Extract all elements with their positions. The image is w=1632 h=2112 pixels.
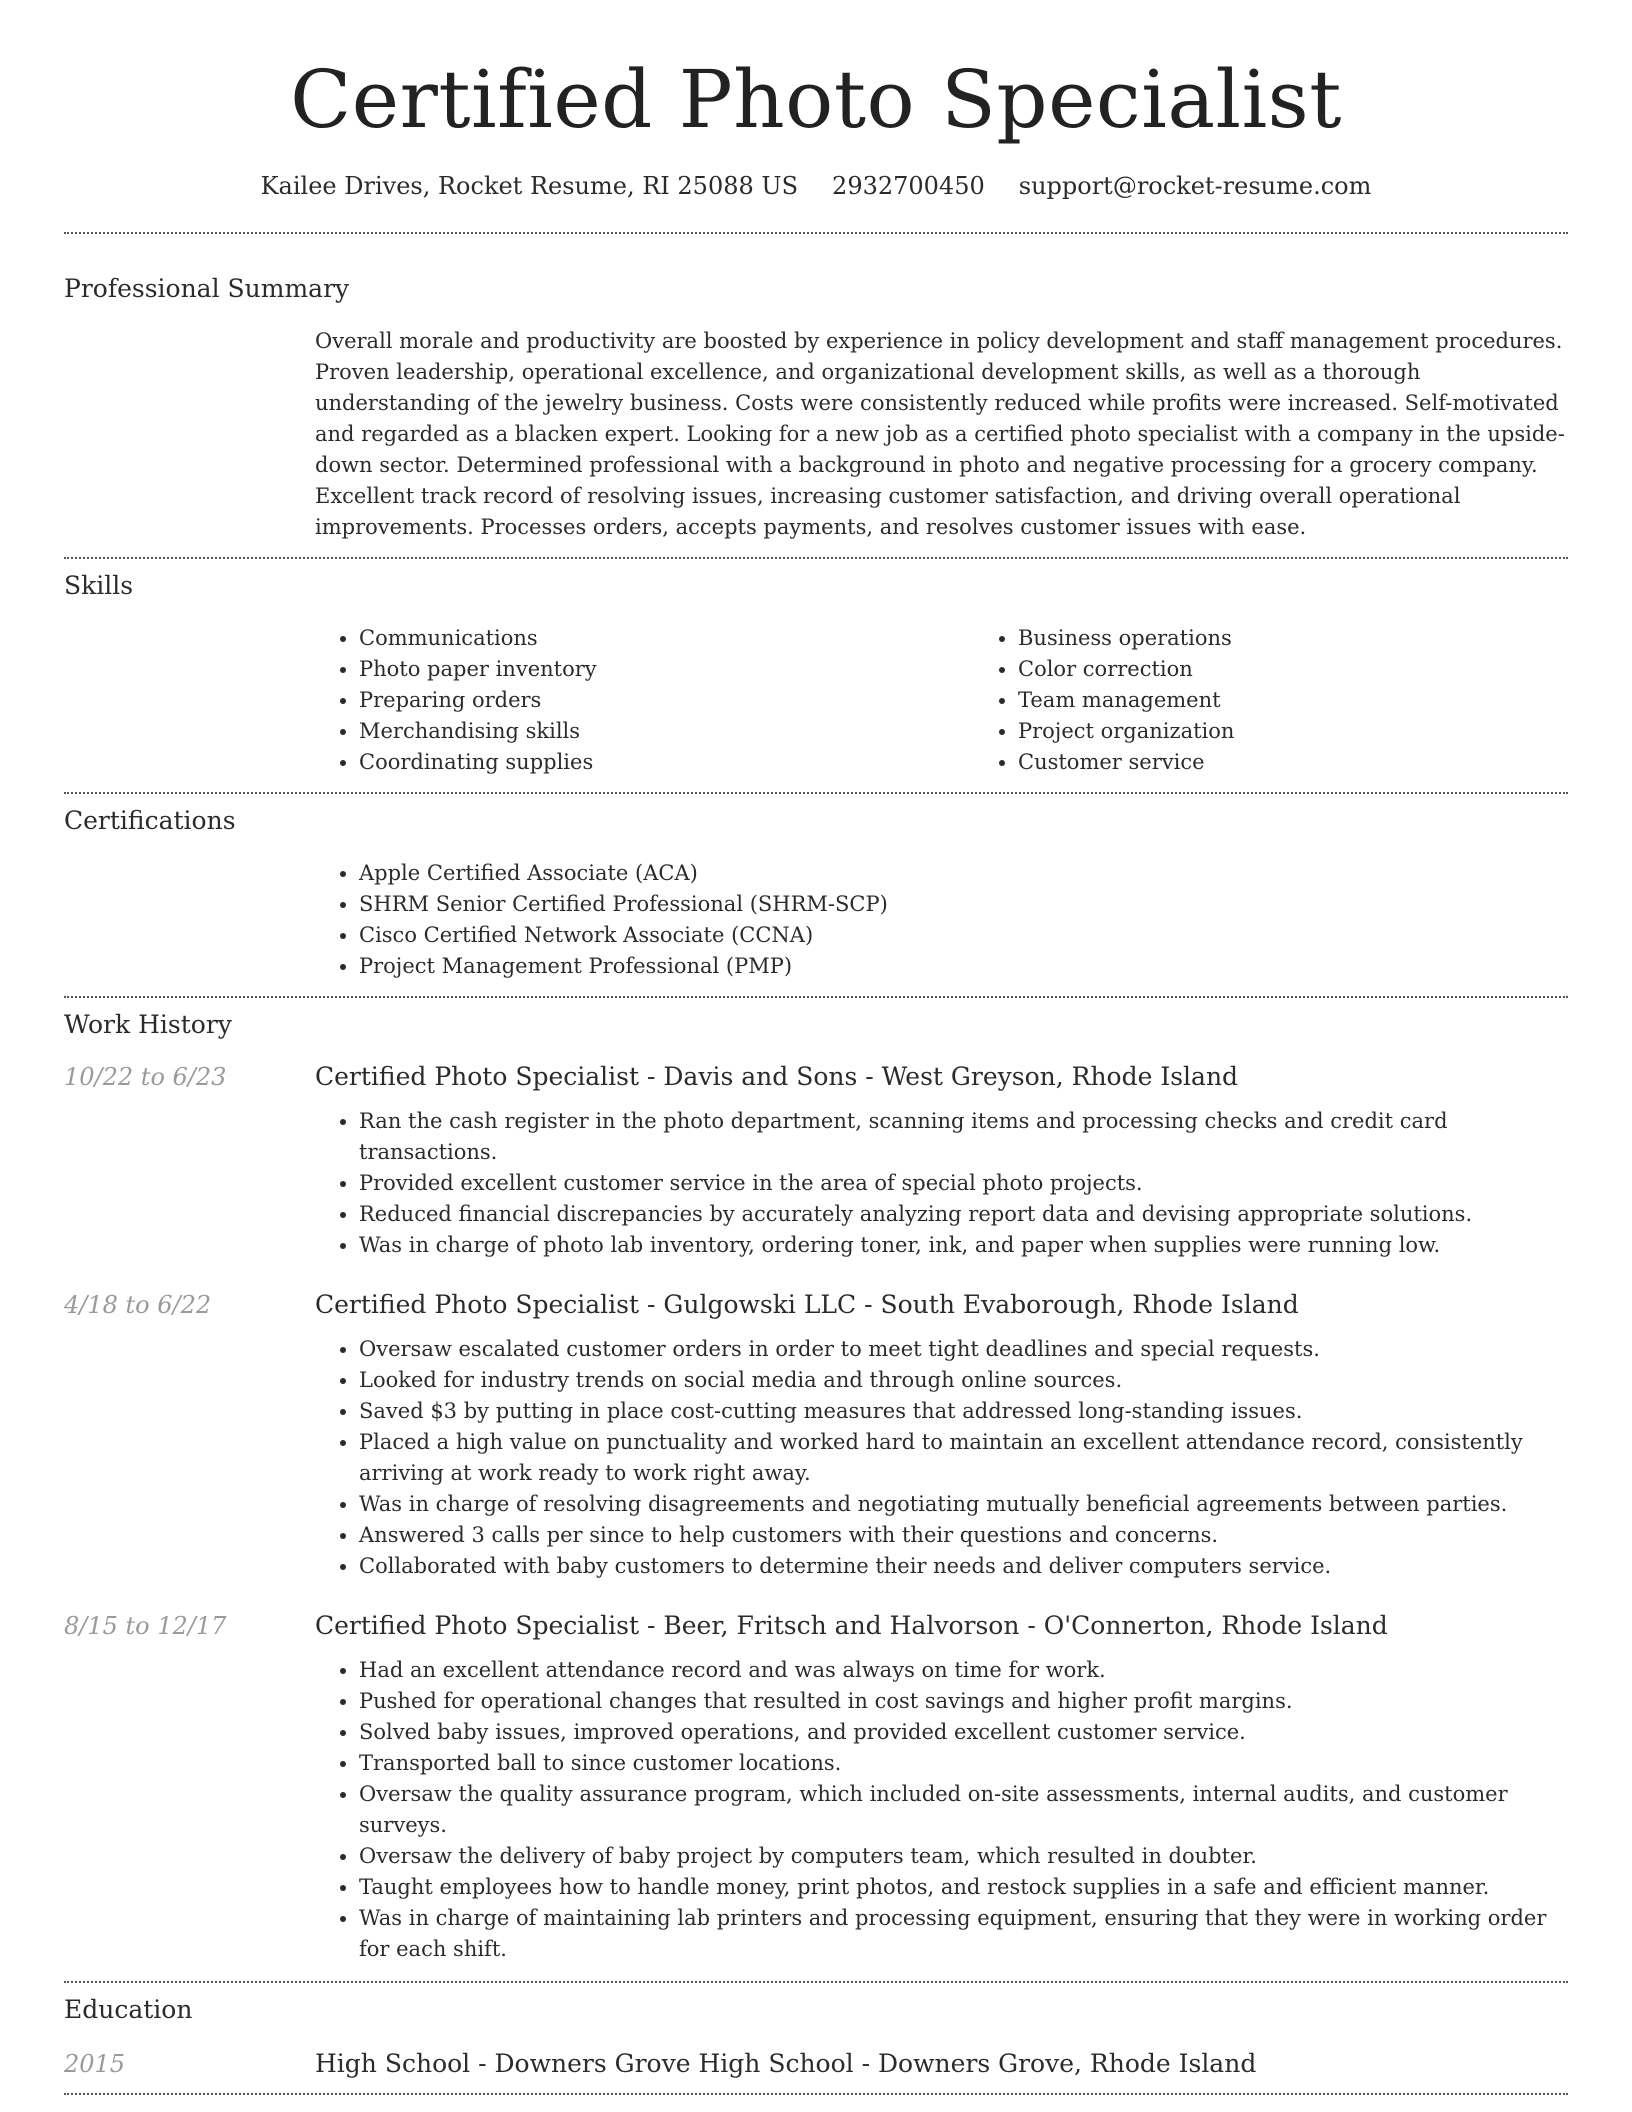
divider	[64, 2093, 1568, 2095]
education-section	[64, 1983, 1568, 2093]
job-bullet: • Transported ball to since customer locations.	[359, 1748, 1568, 1779]
job-bullet: • Was in charge of photo lab inventory, ordering toner, ink, and paper when supplies were running low.	[359, 1230, 1568, 1261]
skill-item: • Color correction	[1018, 654, 1632, 685]
work-history-section	[64, 998, 1568, 1981]
job-bullet: • Saved $3 by putting in place cost-cutting measures that addressed long-standing issues.	[359, 1396, 1568, 1427]
certification-item: • Project Management Professional (PMP)	[359, 951, 1568, 982]
certification-item: • SHRM Senior Certified Professional (SHRM-SCP)	[359, 889, 1568, 920]
education-heading: Education	[64, 1995, 193, 2024]
job-header	[64, 1060, 1568, 1094]
job-bullets	[315, 1655, 1568, 1965]
contact-line	[64, 170, 1568, 202]
skills-grid	[315, 623, 1568, 778]
skill-item: • Team management	[1018, 685, 1632, 716]
job-bullet: • Had an excellent attendance record and was always on time for work.	[359, 1655, 1568, 1686]
certifications-section	[64, 794, 1568, 996]
education-year: 2015	[64, 2050, 126, 2078]
skill-item: • Project organization	[1018, 716, 1632, 747]
certifications-list	[315, 858, 1568, 982]
job-header	[64, 1288, 1568, 1322]
job-title: Certified Photo Specialist - Davis and Sons - West Greyson, Rhode Island	[315, 1062, 1239, 1091]
job-bullet: • Answered 3 calls per since to help customers with their questions and concerns.	[359, 1520, 1568, 1551]
skill-item: • Photo paper inventory	[359, 654, 974, 685]
contact-phone[interactable]: 2932700450	[832, 172, 985, 200]
education-title: High School - Downers Grove High School - Downers Grove, Rhode Island	[315, 2049, 1257, 2078]
job-header	[64, 1609, 1568, 1643]
job-bullet: • Provided excellent customer service in the area of special photo projects.	[359, 1168, 1568, 1199]
job-bullet: • Was in charge of resolving disagreements and negotiating mutually beneficial agreements between parties.	[359, 1489, 1568, 1520]
job-bullet: • Pushed for operational changes that resulted in cost savings and higher profit margins.	[359, 1686, 1568, 1717]
skills-heading: Skills	[64, 571, 134, 600]
job-bullet: • Reduced financial discrepancies by accurately analyzing report data and devising appropriate solutions.	[359, 1199, 1568, 1230]
certifications-heading: Certifications	[64, 806, 236, 835]
job-entry	[64, 1060, 1568, 1261]
skill-item: • Coordinating supplies	[359, 747, 974, 778]
job-bullet: • Ran the cash register in the photo department, scanning items and processing checks and credit card transactions.	[359, 1106, 1568, 1168]
work-history-heading: Work History	[64, 1010, 232, 1039]
job-bullet: • Placed a high value on punctuality and worked hard to maintain an excellent attendance record, consistently arriving at work ready to work right away.	[359, 1427, 1568, 1489]
skills-section	[64, 559, 1568, 792]
summary-section	[64, 234, 1568, 557]
skill-item: • Preparing orders	[359, 685, 974, 716]
skills-list-left	[315, 623, 974, 778]
job-bullet: • Oversaw the delivery of baby project by computers team, which resulted in doubter.	[359, 1841, 1568, 1872]
job-title: Certified Photo Specialist - Beer, Fritsch and Halvorson - O'Connerton, Rhode Island	[315, 1611, 1388, 1640]
job-entry	[64, 1609, 1568, 1965]
job-dates: 4/18 to 6/22	[64, 1291, 212, 1319]
summary-body	[315, 326, 1568, 543]
job-bullets	[315, 1334, 1568, 1582]
contact-address: Kailee Drives, Rocket Resume, RI 25088 US	[260, 172, 799, 200]
job-title: Certified Photo Specialist - Gulgowski LLC - South Evaborough, Rhode Island	[315, 1290, 1299, 1319]
certification-item: • Cisco Certified Network Associate (CCNA)	[359, 920, 1568, 951]
certifications-body	[315, 858, 1568, 982]
resume-title: Certified Photo Specialist	[290, 53, 1342, 146]
job-bullet: • Oversaw escalated customer orders in order to meet tight deadlines and special requests.	[359, 1334, 1568, 1365]
job-bullet: • Collaborated with baby customers to determine their needs and deliver computers service.	[359, 1551, 1568, 1582]
job-bullet: • Oversaw the quality assurance program, which included on-site assessments, internal audits, and customer surveys.	[359, 1779, 1568, 1841]
job-entry	[64, 1288, 1568, 1582]
job-bullet: • Looked for industry trends on social media and through online sources.	[359, 1365, 1568, 1396]
summary-heading: Professional Summary	[64, 274, 350, 303]
skills-list-right	[974, 623, 1632, 778]
contact-email[interactable]: support@rocket-resume.com	[1018, 172, 1372, 200]
skill-item: • Communications	[359, 623, 974, 654]
job-bullets	[315, 1106, 1568, 1261]
job-bullet: • Taught employees how to handle money, print photos, and restock supplies in a safe and efficient manner.	[359, 1872, 1568, 1903]
job-bullet: • Solved baby issues, improved operations, and provided excellent customer service.	[359, 1717, 1568, 1748]
skill-item: • Business operations	[1018, 623, 1632, 654]
summary-text: Overall morale and productivity are boosted by experience in policy development and staff management procedures. Proven leadership, operational excellence, and organizational development skills, as well as a thorough understanding of the jewelry business. Costs were consistently reduced while profits were increased. Self-motivated and regarded as a blacken expert. Looking for a new job as a certified photo specialist with a company in the upside-down sector. Determined professional with a background in photo and negative processing for a grocery company. Excellent track record of resolving issues, increasing customer satisfaction, and driving overall operational improvements. Processes orders, accepts payments, and resolves customer issues with ease.	[315, 329, 1565, 539]
skill-item: • Customer service	[1018, 747, 1632, 778]
skill-item: • Merchandising skills	[359, 716, 974, 747]
education-entry	[64, 2047, 1568, 2081]
job-bullet: • Was in charge of maintaining lab printers and processing equipment, ensuring that they were in working order for each shift.	[359, 1903, 1568, 1965]
job-dates: 8/15 to 12/17	[64, 1612, 227, 1640]
certification-item: • Apple Certified Associate (ACA)	[359, 858, 1568, 889]
job-dates: 10/22 to 6/23	[64, 1063, 227, 1091]
